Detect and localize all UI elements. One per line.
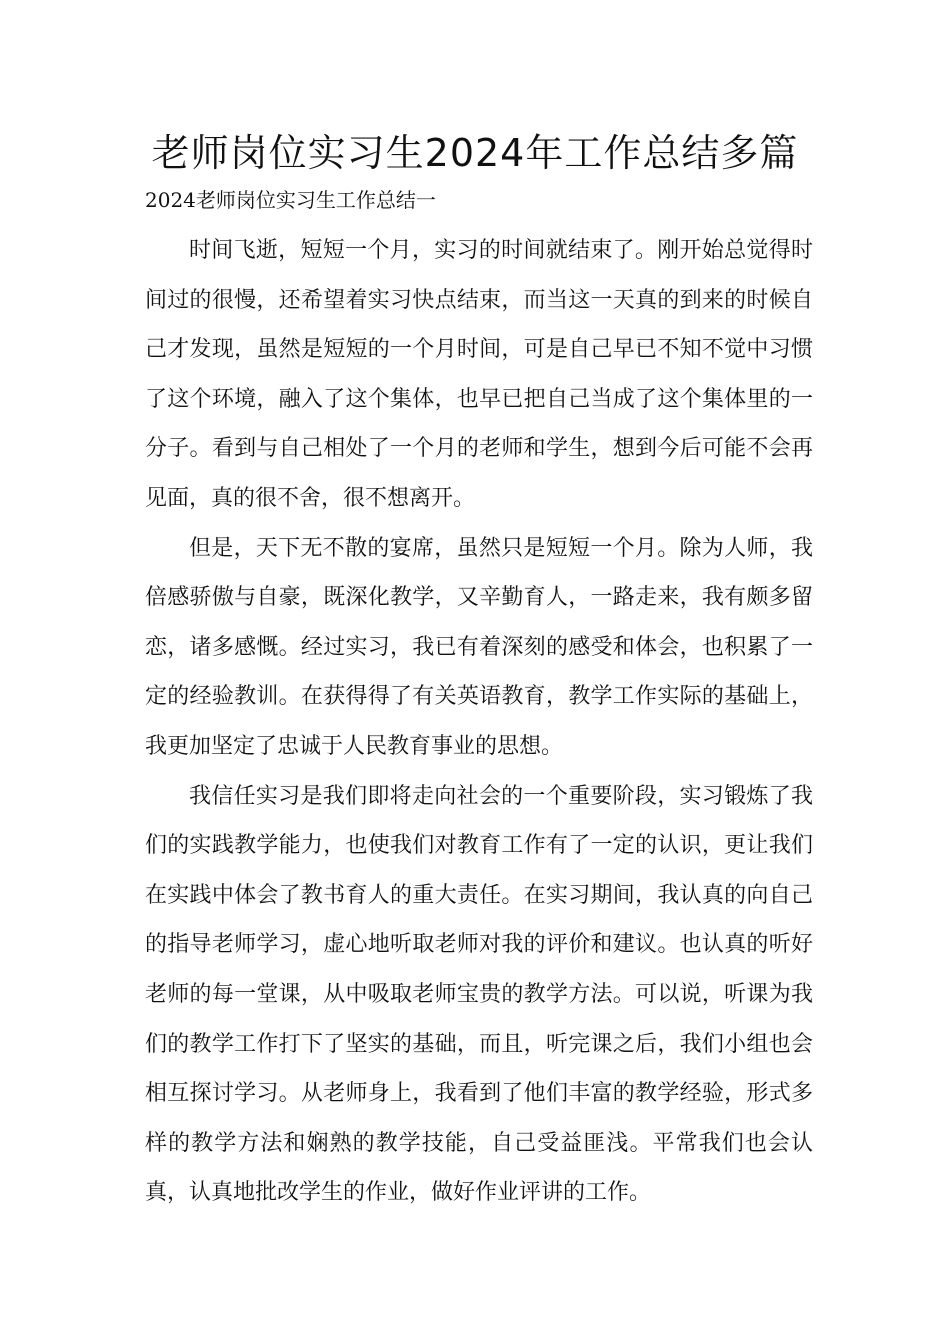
paragraph-2: 但是，天下无不散的宴席，虽然只是短短一个月。除为人师，我倍感骄傲与自豪，既深化教学，又辛勤育人，一路走来，我有颇多留恋，诸多感慨。经过实习，我已有着深刻的感受和体会，也积累了一定的经验教训。在获得得了有关英语教育，教学工作实际的基础上，我更加坚定了忠诚于人民教育事业的思想。 [145, 535, 813, 759]
document-title: 老师岗位实习生2024年工作总结多篇 [151, 131, 799, 175]
paragraph-3: 我信任实习是我们即将走向社会的一个重要阶段，实习锻炼了我们的实践教学能力，也使我们对教育工作有了一定的认识，更让我们在实践中体会了教书育人的重大责任。在实习期间，我认真的向自己的指导老师学习，虚心地听取老师对我的评价和建议。也认真的听好老师的每一堂课，从中吸取老师宝贵的教学方法。可以说，听课为我们的教学工作打下了坚实的基础，而且，听完课之后，我们小组也会相互探讨学习。从老师身上，我看到了他们丰富的教学经验，形式多样的教学方法和娴熟的教学技能，自己受益匪浅。平常我们也会认真，认真地批改学生的作业，做好作业评讲的工作。 [145, 783, 813, 1206]
document-body [145, 226, 813, 1218]
paragraph-1: 时间飞逝，短短一个月，实习的时间就结束了。刚开始总觉得时间过的很慢，还希望着实习快点结束，而当这一天真的到来的时候自己才发现，虽然是短短的一个月时间，可是自己早已不知不觉中习惯了这个环境，融入了这个集体，也早已把自己当成了这个集体里的一分子。看到与自己相处了一个月的老师和学生，想到今后可能不会再见面，真的很不舍，很不想离开。 [145, 238, 813, 511]
section-heading: 2024老师岗位实习生工作总结一 [145, 188, 436, 212]
